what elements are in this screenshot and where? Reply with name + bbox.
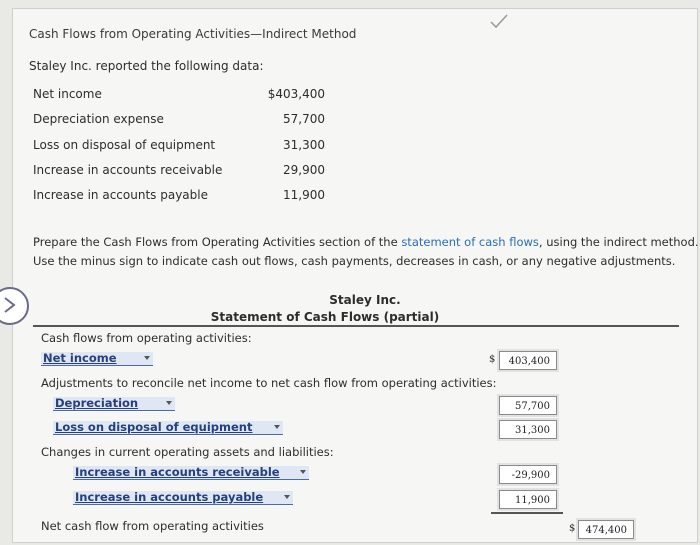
statement-company: Staley Inc. — [329, 293, 401, 307]
given-value: 29,900 — [283, 163, 325, 177]
total-input[interactable]: 474,400 — [578, 520, 634, 539]
currency-symbol: $ — [489, 354, 496, 365]
intro-text: Staley Inc. reported the following data: — [29, 59, 264, 73]
net-income-input[interactable]: 403,400 — [499, 351, 557, 370]
subtotal-rule — [491, 512, 563, 514]
checkmark-icon — [489, 13, 509, 29]
given-label: Increase in accounts payable — [33, 188, 208, 202]
select-value: Loss on disposal of equipment — [55, 420, 253, 434]
given-value: $403,400 — [267, 87, 325, 101]
statement-title: Statement of Cash Flows (partial) — [210, 310, 440, 324]
given-label: Increase in accounts receivable — [33, 163, 223, 177]
accounts-receivable-select[interactable] — [73, 466, 309, 480]
given-value: 57,700 — [283, 112, 325, 126]
select-value: Depreciation — [55, 396, 139, 410]
chevron-down-icon — [274, 425, 280, 429]
select-value: Net income — [43, 351, 117, 365]
chevron-down-icon — [144, 356, 150, 360]
page-title: Cash Flows from Operating Activities—Indirect Method — [29, 27, 357, 41]
instructions-text: Prepare the Cash Flows from Operating Activities section of the — [33, 235, 402, 249]
instructions-line2: Use the minus sign to indicate cash out flows, cash payments, decreases in cash, or any negative adjustments. — [33, 254, 676, 268]
given-label: Loss on disposal of equipment — [33, 138, 216, 152]
depreciation-input[interactable]: 57,700 — [499, 396, 557, 415]
changes-label: Changes in current operating assets and liabilities: — [41, 445, 334, 459]
accounts-payable-input[interactable]: 11,900 — [499, 490, 557, 509]
loss-on-disposal-select[interactable] — [53, 421, 283, 435]
chevron-down-icon — [284, 495, 290, 499]
instructions-text: , using the indirect method. — [538, 235, 699, 249]
accounts-receivable-input[interactable]: -29,900 — [499, 465, 557, 484]
select-value: Increase in accounts receivable — [75, 465, 280, 479]
statement-of-cash-flows-link[interactable]: statement of cash flows — [401, 235, 539, 249]
chevron-down-icon — [300, 470, 306, 474]
accounts-payable-select[interactable] — [73, 491, 293, 505]
chevron-down-icon — [166, 401, 172, 405]
total-label: Net cash flow from operating activities — [41, 519, 264, 533]
given-value: 31,300 — [283, 138, 325, 152]
given-value: 11,900 — [283, 188, 325, 202]
question-panel — [12, 8, 698, 543]
instructions-line1 — [33, 233, 699, 252]
given-label: Net income — [33, 87, 102, 101]
loss-on-disposal-input[interactable]: 31,300 — [499, 420, 557, 439]
header-rule — [33, 325, 679, 327]
given-label: Depreciation expense — [33, 112, 164, 126]
net-income-select[interactable] — [41, 352, 153, 366]
adjustments-label: Adjustments to reconcile net income to net cash flow from operating activities: — [41, 376, 497, 390]
select-value: Increase in accounts payable — [75, 490, 264, 504]
depreciation-select[interactable] — [53, 397, 175, 411]
currency-symbol: $ — [569, 523, 576, 534]
section-label: Cash flows from operating activities: — [41, 331, 252, 345]
